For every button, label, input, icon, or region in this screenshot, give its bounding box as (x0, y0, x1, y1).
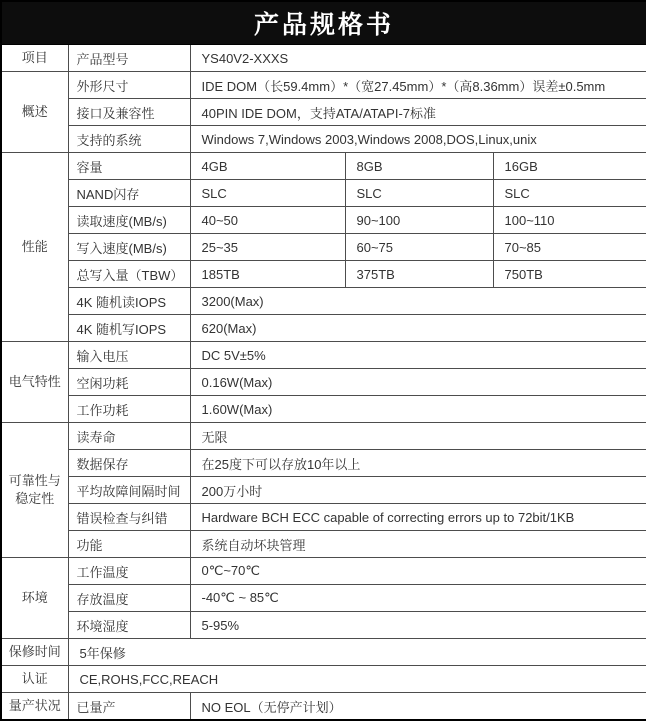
spec-value-cell: 系统自动坏块管理 (190, 531, 646, 558)
spec-label-cell: 工作功耗 (68, 396, 190, 423)
table-row (1, 45, 646, 72)
spec-value-cell: 5年保修 (68, 639, 646, 666)
spec-label-cell: 产品型号 (68, 45, 190, 72)
spec-value-cell: 3200(Max) (190, 288, 646, 315)
spec-value-cell: Windows 7,Windows 2003,Windows 2008,DOS,Linux,unix (190, 126, 646, 153)
spec-value-cell: 0.16W(Max) (190, 369, 646, 396)
spec-value-cell: 16GB (493, 153, 646, 180)
category-cell: 认证 (1, 666, 68, 693)
spec-label-cell: 工作温度 (68, 558, 190, 585)
spec-value-cell: 40~50 (190, 207, 345, 234)
spec-label-cell: 平均故障间隔时间 (68, 477, 190, 504)
table-row (1, 693, 646, 721)
category-cell: 项目 (1, 45, 68, 72)
spec-sheet-title: 产品规格书 (1, 1, 646, 45)
category-cell: 性能 (1, 153, 68, 342)
spec-label-cell: 存放温度 (68, 585, 190, 612)
category-cell: 量产状况 (1, 693, 68, 721)
spec-value-cell: 8GB (345, 153, 493, 180)
spec-label-cell: 支持的系统 (68, 126, 190, 153)
spec-label-cell: 4K 随机写IOPS (68, 315, 190, 342)
spec-value-cell: NO EOL（无停产计划） (190, 693, 646, 721)
spec-label-cell: 功能 (68, 531, 190, 558)
spec-label-cell: 接口及兼容性 (68, 99, 190, 126)
spec-value-cell: 4GB (190, 153, 345, 180)
spec-label-cell: 写入速度(MB/s) (68, 234, 190, 261)
spec-value-cell: 185TB (190, 261, 345, 288)
category-cell: 保修时间 (1, 639, 68, 666)
spec-value-cell: 无限 (190, 423, 646, 450)
table-row (1, 396, 646, 423)
spec-value-cell: Hardware BCH ECC capable of correcting errors up to 72bit/1KB (190, 504, 646, 531)
table-row (1, 369, 646, 396)
spec-label-cell: 空闲功耗 (68, 369, 190, 396)
spec-label-cell: 总写入量（TBW） (68, 261, 190, 288)
spec-value-cell: SLC (345, 180, 493, 207)
table-row (1, 477, 646, 504)
spec-label-cell: 读寿命 (68, 423, 190, 450)
spec-value-cell: 70~85 (493, 234, 646, 261)
spec-value-cell: SLC (190, 180, 345, 207)
spec-value-cell: 100~110 (493, 207, 646, 234)
spec-value-cell: 40PIN IDE DOM，支持ATA/ATAPI-7标准 (190, 99, 646, 126)
spec-value-cell: SLC (493, 180, 646, 207)
table-row (1, 315, 646, 342)
spec-value-cell: 25~35 (190, 234, 345, 261)
spec-value-cell: IDE DOM（长59.4mm）*（宽27.45mm）*（高8.36mm）误差±0.5mm (190, 72, 646, 99)
spec-value-cell: DC 5V±5% (190, 342, 646, 369)
spec-value-cell: 375TB (345, 261, 493, 288)
spec-value-cell: 620(Max) (190, 315, 646, 342)
table-row (1, 261, 646, 288)
spec-label-cell: 已量产 (68, 693, 190, 721)
table-row (1, 234, 646, 261)
spec-value-cell: 200万小时 (190, 477, 646, 504)
spec-label-cell: 输入电压 (68, 342, 190, 369)
spec-value-cell: -40℃ ~ 85℃ (190, 585, 646, 612)
table-row (1, 72, 646, 99)
table-row (1, 99, 646, 126)
table-row (1, 450, 646, 477)
table-row (1, 504, 646, 531)
table-row (1, 126, 646, 153)
spec-value-cell: 0℃~70℃ (190, 558, 646, 585)
category-cell: 电气特性 (1, 342, 68, 423)
spec-label-cell: 错误检查与纠错 (68, 504, 190, 531)
spec-value-cell: 在25度下可以存放10年以上 (190, 450, 646, 477)
category-cell: 环境 (1, 558, 68, 639)
spec-label-cell: NAND闪存 (68, 180, 190, 207)
spec-label-cell: 容量 (68, 153, 190, 180)
table-row (1, 423, 646, 450)
spec-label-cell: 外形尺寸 (68, 72, 190, 99)
table-row (1, 153, 646, 180)
table-header-row (1, 1, 646, 45)
table-row (1, 558, 646, 585)
spec-value-cell: YS40V2-XXXS (190, 45, 646, 72)
table-row (1, 207, 646, 234)
table-row (1, 531, 646, 558)
spec-label-cell: 4K 随机读IOPS (68, 288, 190, 315)
spec-label-cell: 读取速度(MB/s) (68, 207, 190, 234)
table-row (1, 639, 646, 666)
category-cell: 可靠性与稳定性 (1, 423, 68, 558)
table-row (1, 612, 646, 639)
spec-value-cell: 90~100 (345, 207, 493, 234)
spec-label-cell: 数据保存 (68, 450, 190, 477)
spec-table-rows (1, 45, 646, 721)
table-row (1, 585, 646, 612)
table-row (1, 666, 646, 693)
spec-value-cell: CE,ROHS,FCC,REACH (68, 666, 646, 693)
table-row (1, 288, 646, 315)
spec-value-cell: 5-95% (190, 612, 646, 639)
table-row (1, 180, 646, 207)
table-row (1, 342, 646, 369)
spec-value-cell: 750TB (493, 261, 646, 288)
spec-value-cell: 1.60W(Max) (190, 396, 646, 423)
spec-value-cell: 60~75 (345, 234, 493, 261)
category-cell: 概述 (1, 72, 68, 153)
spec-label-cell: 环境湿度 (68, 612, 190, 639)
